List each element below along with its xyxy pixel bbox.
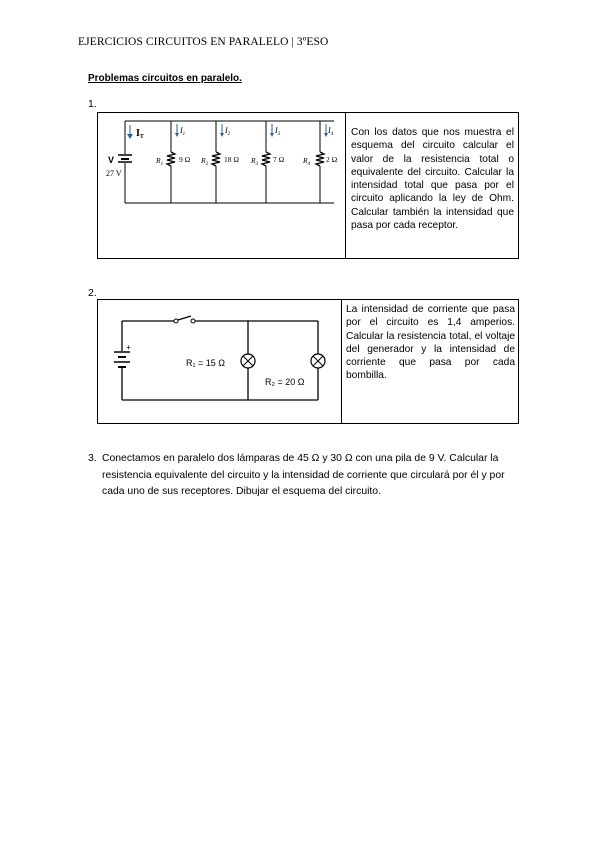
lamp-2-symbol [311, 354, 325, 368]
source-value: 27 V [106, 169, 122, 178]
circuit-2-diagram [98, 300, 341, 423]
problem-3-statement: Conectamos en paralelo dos lámparas de 45 Ω y 30 Ω con una pila de 9 V. Calcular la resistencia equivalente del circuito y la intensidad de corriente que circulará por él y por cada uno de sus receptores. Dibujar el esquema del circuito. [102, 453, 505, 497]
problem-3-number: 3. [88, 453, 97, 464]
problem-2-figure [98, 300, 342, 423]
problem-1-table [97, 112, 519, 259]
battery-plus-sign: + [126, 343, 131, 352]
problem-2-statement: La intensidad de corriente que pasa por el circuito es 1,4 amperios. Calcular la resistencia total, el voltaje del generador y la intensidad de corriente que pasa por cada bombilla. [346, 304, 515, 382]
problem-2-table [97, 299, 519, 424]
resistor-2-symbol [212, 152, 220, 166]
lamp-1-label: R₁ = 15 Ω [186, 358, 226, 368]
resistor-1-value: 9 Ω [179, 155, 191, 164]
resistor-1-label: $R_1$ [156, 156, 164, 167]
branch-2-current-label: $I_2$ [225, 126, 231, 137]
total-current-label: $I_T$ [136, 128, 144, 140]
branch-1 [155, 124, 191, 167]
problem-3 [88, 451, 518, 501]
battery-symbol [118, 155, 132, 162]
battery-symbol [114, 352, 130, 367]
resistor-3-symbol [262, 152, 270, 166]
problem-1-number: 1. [88, 98, 97, 110]
branch-4-current-label: $I_4$ [328, 126, 334, 137]
lamp-1-symbol [241, 354, 255, 368]
problem-2-number: 2. [88, 287, 97, 299]
circuit-1-diagram [98, 113, 345, 258]
branch-2-current-arrow [220, 133, 224, 137]
resistor-3-label: $R_3$ [251, 156, 259, 167]
resistor-2-value: 18 Ω [224, 155, 239, 164]
source-label: V [108, 155, 115, 165]
resistor-4-value: 2 Ω [326, 155, 338, 164]
resistor-2-label: $R_2$ [201, 156, 209, 167]
resistor-3-value: 7 Ω [273, 155, 285, 164]
branch-2 [200, 124, 239, 167]
total-current-arrowhead [127, 134, 133, 139]
branch-3-current-arrow [270, 133, 274, 137]
branch-3-current-label: $I_3$ [275, 126, 281, 137]
resistor-4-symbol [316, 152, 324, 166]
branch-3 [250, 124, 285, 167]
switch-symbol [174, 316, 195, 323]
branch-1-current-label: $I_1$ [180, 126, 186, 137]
resistor-1-symbol [167, 152, 175, 166]
section-title: Problemas circuitos en paralelo. [88, 73, 242, 84]
page-header: EJERCICIOS CIRCUITOS EN PARALELO | 3ºESO [78, 36, 329, 48]
problem-1-statement: Con los datos que nos muestra el esquema del circuito calcular el valor de la resistencia total o equivalente del circuito. Calcular la intensidad total que pasa por el circuito aplicando la ley de Ohm. Calcular también la intensidad que pasa por cada receptor. [351, 127, 514, 232]
problem-1-figure [98, 113, 346, 258]
lamp-2-label: R₂ = 20 Ω [265, 377, 305, 387]
branch-1-current-arrow [175, 133, 179, 137]
resistor-4-label: $R_4$ [303, 156, 311, 167]
